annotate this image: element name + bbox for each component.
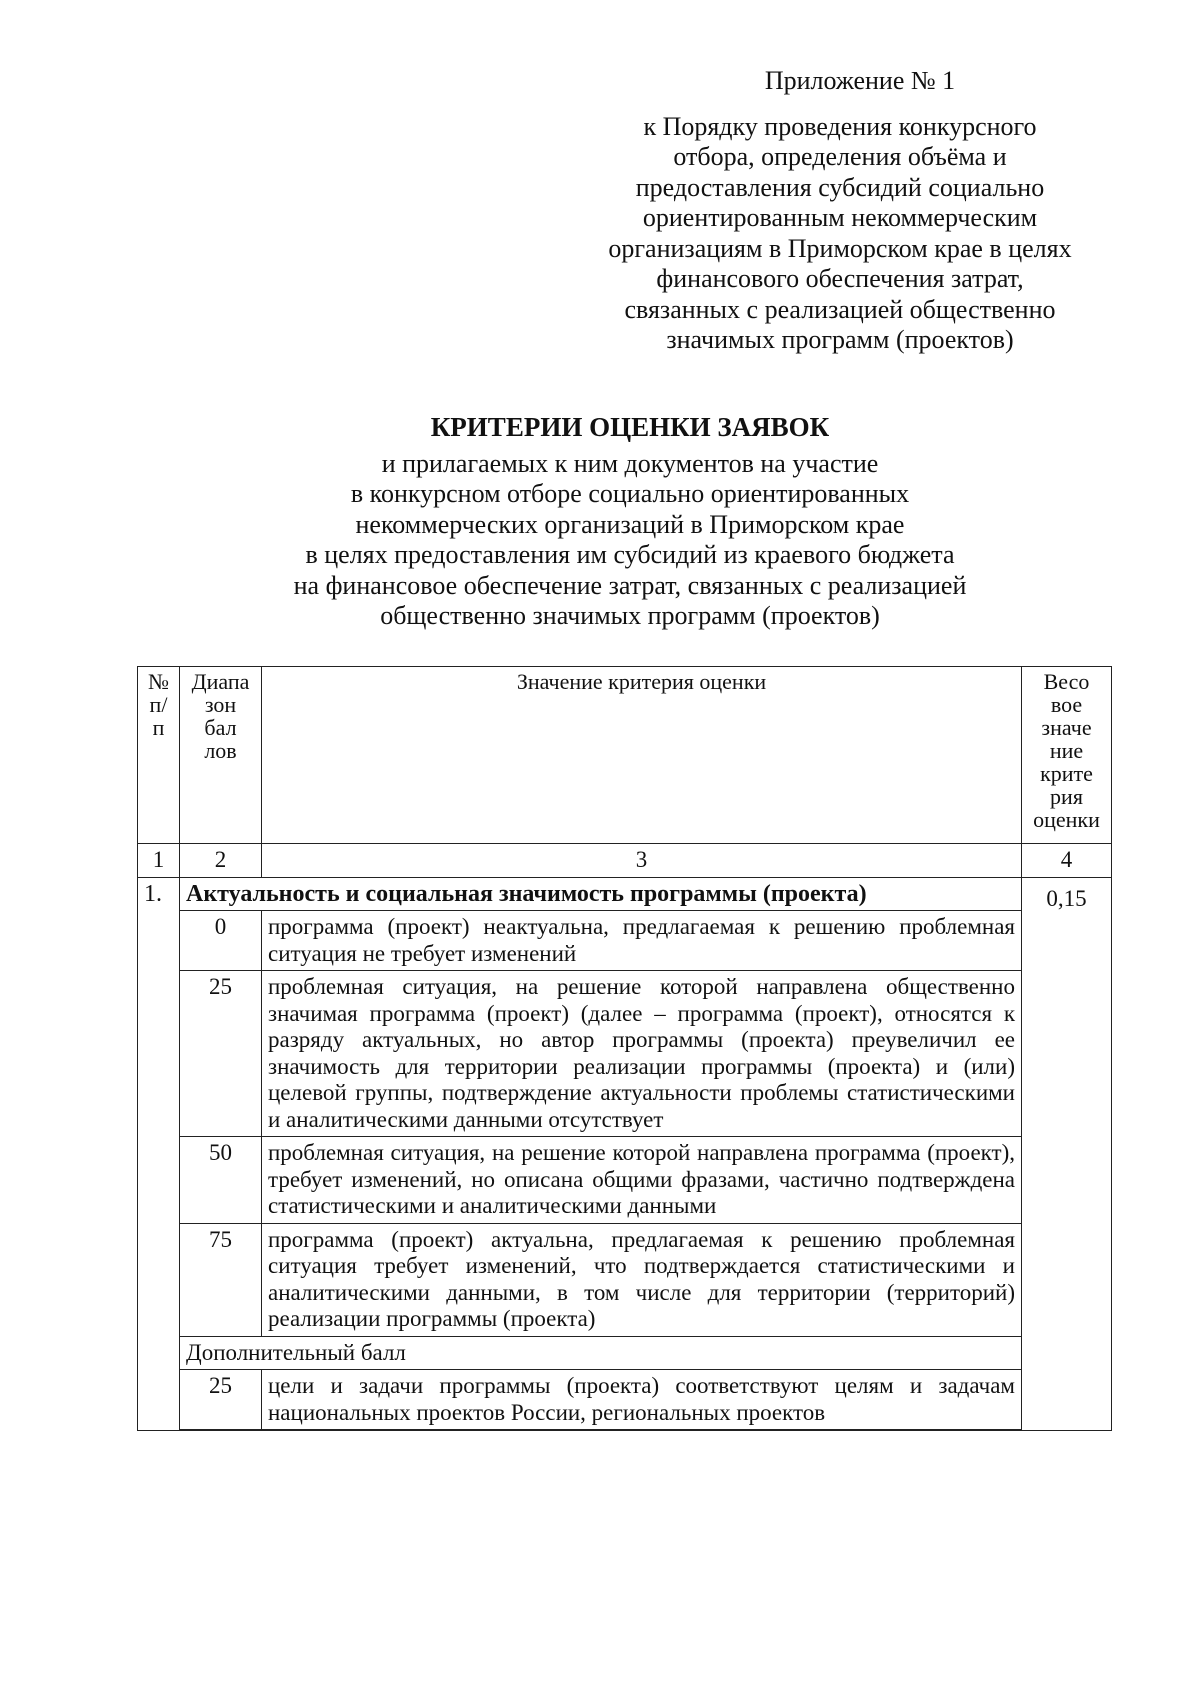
criteria-table bbox=[137, 666, 1112, 1431]
header-weight-part: вое bbox=[1050, 692, 1083, 717]
criterion-text: программа (проект) актуальна, предлагаемая к решению проблемная ситуация требует изменений, что подтверждается статистическими и аналитическими данными, в том числе для территории (территорий) реализации программы (проекта) bbox=[262, 1223, 1022, 1336]
appendix-title: Приложение № 1 bbox=[764, 66, 956, 95]
header-weight-part: ние bbox=[1049, 738, 1084, 763]
document-heading bbox=[150, 412, 1110, 632]
table-row-spacer bbox=[138, 1430, 1112, 1431]
criterion-text: программа (проект) неактуальна, предлагаемая к решению проблемная ситуация не требует изменений bbox=[262, 911, 1022, 971]
section-number: 1. bbox=[138, 877, 180, 1431]
section-title: Актуальность и социальная значимость программы (проекта) bbox=[180, 877, 1022, 911]
column-number: 1 bbox=[138, 844, 180, 878]
table-row bbox=[138, 1223, 1112, 1336]
header-weight-part: рия bbox=[1050, 784, 1083, 809]
subtitle-line: некоммерческих организаций в Приморском крае bbox=[355, 509, 905, 539]
appendix-line: к Порядку проведения конкурсного bbox=[643, 111, 1037, 141]
section-weight: 0,15 bbox=[1022, 877, 1112, 1431]
section-row bbox=[138, 877, 1112, 911]
appendix-line: ориентированным некоммерческим bbox=[642, 203, 1038, 232]
header-range bbox=[180, 667, 262, 844]
header-weight-part: крите bbox=[1040, 761, 1093, 786]
header-range-part: зон bbox=[204, 692, 237, 717]
criterion-text: цели и задачи программы (проекта) соответствуют целям и задачам национальных проектов России, региональных проектов bbox=[262, 1370, 1022, 1430]
header-range-part: Диапа bbox=[191, 669, 250, 694]
appendix-line: связанных с реализацией общественно bbox=[624, 294, 1056, 324]
appendix-line: предоставления субсидий социально bbox=[635, 172, 1045, 202]
score-cell: 25 bbox=[180, 1370, 262, 1430]
subtitle-line: и прилагаемых к ним документов на участие bbox=[381, 448, 879, 478]
score-cell: 50 bbox=[180, 1137, 262, 1224]
appendix-line: организациям в Приморском крае в целях bbox=[608, 233, 1072, 263]
additional-label: Дополнительный балл bbox=[180, 1336, 1022, 1370]
criterion-text: проблемная ситуация, на решение которой направлена программа (проект), требует изменений, но описана общими фразами, частично подтверждена статистическими и аналитическими данными bbox=[262, 1137, 1022, 1224]
header-weight-part: Весо bbox=[1043, 669, 1090, 694]
appendix-line: отбора, определения объёма и bbox=[673, 142, 1007, 171]
table-header-row bbox=[138, 667, 1112, 844]
header-num-part: п/ bbox=[149, 692, 168, 717]
column-number-row bbox=[138, 844, 1112, 878]
appendix-block bbox=[560, 66, 1120, 356]
score-cell: 75 bbox=[180, 1223, 262, 1336]
additional-label-row bbox=[138, 1336, 1112, 1370]
subtitle-line: общественно значимых программ (проектов) bbox=[380, 601, 880, 630]
header-weight-part: оценки bbox=[1033, 807, 1100, 832]
table-row bbox=[138, 1137, 1112, 1224]
header-weight bbox=[1022, 667, 1112, 844]
score-cell: 25 bbox=[180, 971, 262, 1137]
header-value: Значение критерия оценки bbox=[262, 667, 1022, 844]
subtitle-line: в целях предоставления им субсидий из краевого бюджета bbox=[305, 540, 955, 569]
score-cell: 0 bbox=[180, 911, 262, 971]
appendix-line: значимых программ (проектов) bbox=[666, 325, 1014, 354]
column-number: 4 bbox=[1022, 844, 1112, 878]
column-number: 2 bbox=[180, 844, 262, 878]
subtitle-line: в конкурсном отборе социально ориентированных bbox=[350, 479, 910, 508]
header-range-part: бал bbox=[204, 715, 237, 740]
header-num-part: № bbox=[148, 669, 169, 694]
column-number: 3 bbox=[262, 844, 1022, 878]
header-weight-part: значе bbox=[1041, 715, 1092, 740]
table-row bbox=[138, 911, 1112, 971]
table-row bbox=[138, 971, 1112, 1137]
spacer-cell bbox=[180, 1430, 1022, 1431]
criterion-text: проблемная ситуация, на решение которой направлена общественно значимая программа (проект) (далее – программа (проект), относятся к разряду актуальных, но автор программы (проекта) преувеличил ее значимость для территории реализации программы (проекта) и (или) целевой группы, подтверждение актуальности проблемы статистическими и аналитическими данными отсутствует bbox=[262, 971, 1022, 1137]
header-range-part: лов bbox=[204, 738, 237, 763]
header-num bbox=[138, 667, 180, 844]
subtitle-line: на финансовое обеспечение затрат, связанных с реализацией bbox=[293, 570, 967, 600]
table-row bbox=[138, 1370, 1112, 1430]
appendix-line: финансового обеспечения затрат, bbox=[656, 264, 1024, 293]
document-title: КРИТЕРИИ ОЦЕНКИ ЗАЯВОК bbox=[430, 412, 830, 442]
header-num-part: п bbox=[152, 715, 165, 740]
